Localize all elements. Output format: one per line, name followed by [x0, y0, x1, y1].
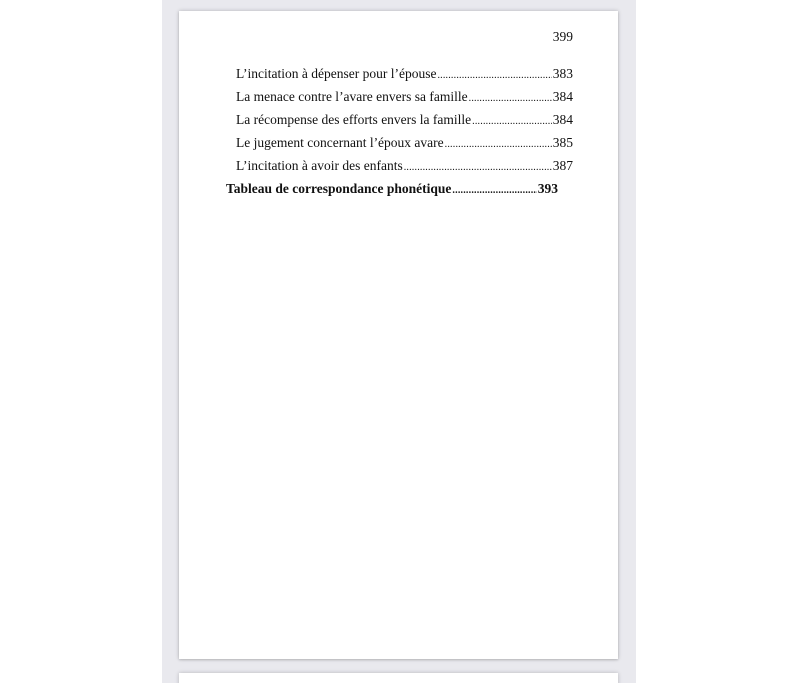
toc-entry-page: 384	[552, 89, 573, 104]
toc-entry-label: L’incitation à dépenser pour l’épouse	[236, 66, 437, 81]
toc-entry-page: 393	[537, 181, 558, 196]
dot-leader	[469, 91, 552, 107]
toc-entry	[236, 135, 573, 153]
toc-entry	[236, 66, 573, 84]
toc-entry-page: 387	[552, 158, 573, 173]
page-number: 399	[552, 29, 573, 44]
toc-entry-label: Le jugement concernant l’époux avare	[236, 135, 444, 150]
toc-entry-label: La menace contre l’avare envers sa famille	[236, 89, 468, 104]
toc-entry-page: 383	[552, 66, 573, 81]
toc-entry	[236, 112, 573, 130]
toc-main-entry	[226, 181, 558, 199]
toc-entry-label: La récompense des efforts envers la famille	[236, 112, 472, 127]
toc-entry-page: 384	[552, 112, 573, 127]
dot-leader	[437, 68, 551, 84]
dot-leader	[404, 160, 552, 176]
toc-entry	[236, 89, 573, 107]
document-page	[179, 11, 618, 659]
next-document-page	[179, 673, 618, 683]
toc-entry-label: Tableau de correspondance phonétique	[226, 181, 452, 196]
toc-entry-label: L’incitation à avoir des enfants	[236, 158, 403, 173]
dot-leader	[452, 183, 536, 199]
dot-leader	[472, 114, 552, 130]
toc-entry-page: 385	[552, 135, 573, 150]
toc-entry	[236, 158, 573, 176]
dot-leader	[445, 137, 552, 153]
